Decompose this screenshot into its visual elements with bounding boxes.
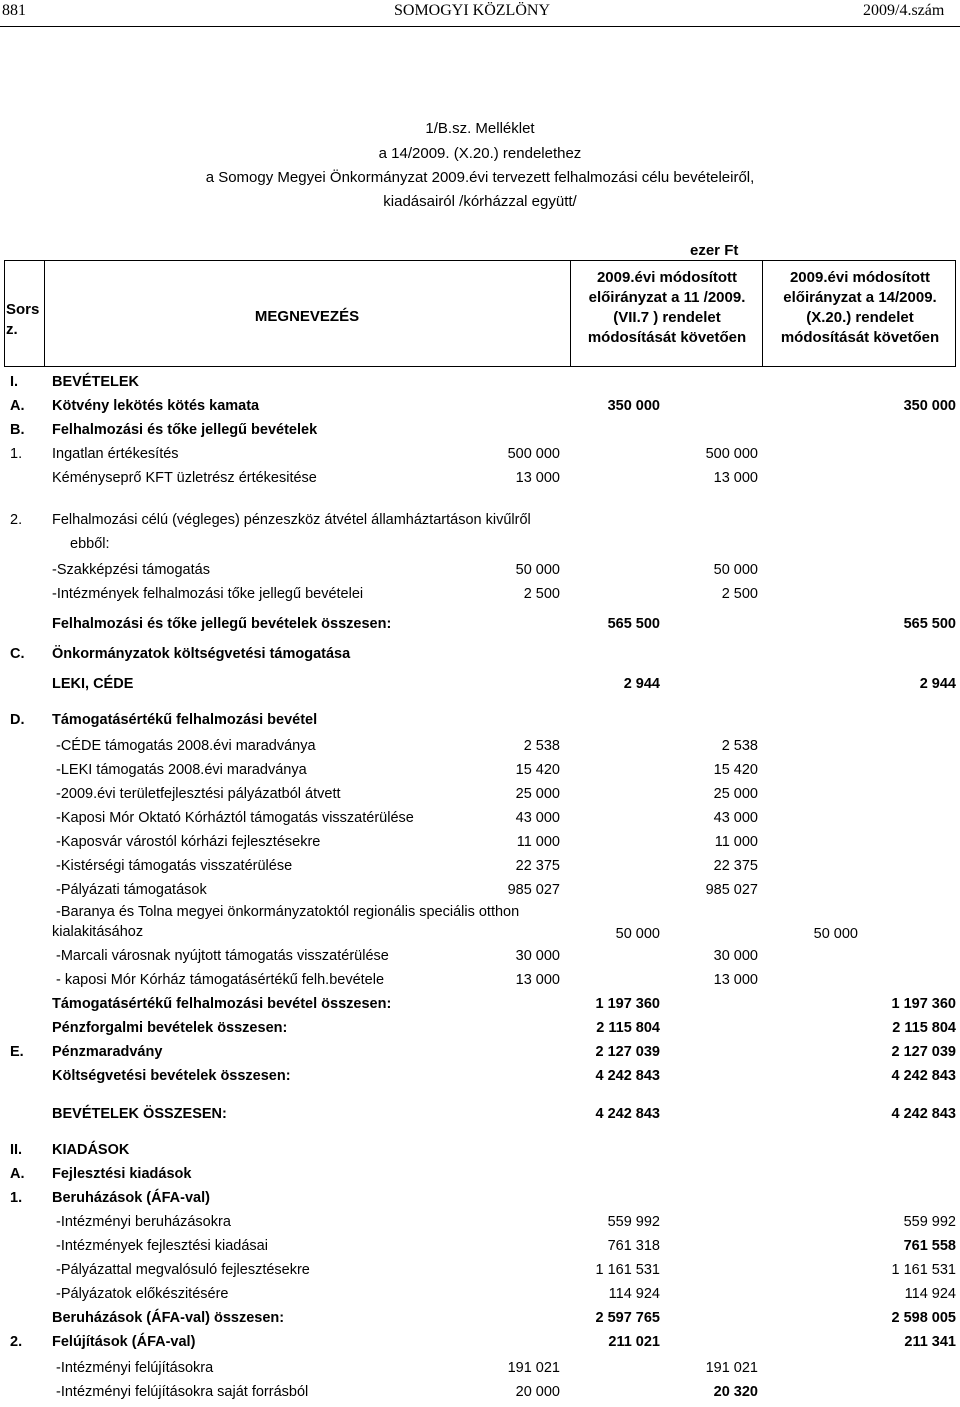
row-value-prev: 2 115 804 <box>596 1020 660 1036</box>
page-number: 881 <box>2 2 26 19</box>
row-label: Felhalmozási célú (végleges) pénzeszköz átvétel államháztartáson kivűlről <box>52 512 531 528</box>
row-value-prev: 114 924 <box>608 1286 660 1302</box>
col-divider <box>570 260 571 367</box>
row-label: Felhalmozási és tőke jellegű bevételek összesen: <box>52 616 392 632</box>
row-value-current: 2 944 <box>919 676 956 692</box>
row-label: Kötvény lekötés kötés kamata <box>52 398 260 414</box>
row-label: -LEKI támogatás 2008.évi maradványa <box>56 762 307 778</box>
row-value-prev: 20 000 <box>515 1384 560 1400</box>
row-value-current: 191 021 <box>705 1360 758 1376</box>
row-label: BEVÉTELEK <box>52 374 140 390</box>
row-label: -Baranya és Tolna megyei önkormányzatoktól regionális speciális otthon <box>56 904 520 920</box>
table-row <box>0 1214 960 1236</box>
col-header-prev-line: 2009.évi módosított <box>596 269 738 286</box>
row-label: -Intézmények felhalmozási tőke jellegű bevételei <box>52 586 364 602</box>
row-value-prev: 2 538 <box>523 738 560 754</box>
row-value-prev: 15 420 <box>515 762 560 778</box>
row-label: -Pályázattal megvalósuló fejlesztésekre <box>56 1262 310 1278</box>
row-value-current: 22 375 <box>713 858 758 874</box>
publication-name: SOMOGYI KÖZLÖNY <box>394 2 550 19</box>
row-value-prev: 50 000 <box>515 562 560 578</box>
col-header-sorsz-line: z. <box>6 321 18 338</box>
table-row <box>0 738 960 760</box>
row-label: -CÉDE támogatás 2008.évi maradványa <box>56 738 316 754</box>
row-value-prev: 43 000 <box>515 810 560 826</box>
row-value-current: 565 500 <box>903 616 956 632</box>
row-label: Felhalmozási és tőke jellegű bevételek <box>52 422 318 438</box>
table-row <box>0 762 960 784</box>
row-value-current: 13 000 <box>713 972 758 988</box>
row-label: Fejlesztési kiadások <box>52 1166 192 1182</box>
table-row <box>0 586 960 608</box>
table-row <box>0 512 960 534</box>
row-label: -2009.évi területfejlesztési pályázatból átvett <box>56 786 341 802</box>
row-value-prev: 2 127 039 <box>595 1044 660 1060</box>
col-header-sorsz-line: Sors <box>6 301 40 318</box>
row-label: -Intézményi beruházásokra <box>56 1214 231 1230</box>
row-label: Pénzmaradvány <box>52 1044 163 1060</box>
row-value-prev: 30 000 <box>515 948 560 964</box>
row-code: 1. <box>10 1190 23 1206</box>
table-row <box>0 1310 960 1332</box>
col-divider <box>44 260 45 367</box>
row-value-current: 25 000 <box>713 786 758 802</box>
table-row <box>0 972 960 994</box>
row-label: -Kistérségi támogatás visszatérülése <box>56 858 293 874</box>
table-row <box>0 422 960 444</box>
table-row <box>0 470 960 492</box>
row-label: -Kaposi Mór Oktató Kórháztól támogatás visszatérülése <box>56 810 414 826</box>
row-label: LEKI, CÉDE <box>52 676 134 692</box>
row-value-current: 20 320 <box>713 1384 758 1400</box>
row-code: B. <box>10 422 25 438</box>
row-value-current: 30 000 <box>713 948 758 964</box>
row-value-current: 4 242 843 <box>891 1068 956 1084</box>
row-code: 2. <box>10 1334 23 1350</box>
row-value-prev: 50 000 <box>615 926 660 942</box>
table-row <box>0 996 960 1018</box>
row-code: A. <box>10 1166 25 1182</box>
table-row <box>0 1286 960 1308</box>
table-row <box>0 1044 960 1066</box>
col-header-prev-line: előirányzat a 11 /2009. <box>588 289 746 306</box>
row-value-current: 761 558 <box>903 1238 956 1254</box>
row-label: Támogatásértékű felhalmozási bevétel <box>52 712 318 728</box>
col-header-prev-line: (VII.7 ) rendelet <box>613 309 721 326</box>
row-value-current: 15 420 <box>713 762 758 778</box>
row-value-current: 2 500 <box>721 586 758 602</box>
table-row <box>0 712 960 734</box>
row-label: -Marcali városnak nyújtott támogatás visszatérülése <box>56 948 389 964</box>
row-value-current: 2 127 039 <box>891 1044 956 1060</box>
table-top-border <box>4 260 956 261</box>
table-row <box>0 1166 960 1188</box>
table-row <box>0 858 960 880</box>
table-row <box>0 1142 960 1164</box>
table-row <box>0 536 960 558</box>
table-row <box>0 786 960 808</box>
row-label: BEVÉTELEK ÖSSZESEN: <box>52 1106 227 1122</box>
table-row <box>0 616 960 638</box>
row-code: E. <box>10 1044 24 1060</box>
table-row <box>0 676 960 698</box>
row-code: D. <box>10 712 25 728</box>
row-label: KIADÁSOK <box>52 1142 130 1158</box>
table-row <box>0 398 960 420</box>
row-code: II. <box>10 1142 23 1158</box>
document-subject: a Somogy Megyei Önkormányzat 2009.évi tervezett felhalmozási célu bevételeiről, <box>205 169 755 186</box>
row-value-current: 13 000 <box>713 470 758 486</box>
row-value-current: 1 161 531 <box>891 1262 956 1278</box>
table-row <box>0 646 960 668</box>
row-label: Pénzforgalmi bevételek összesen: <box>52 1020 288 1036</box>
row-value-prev: 2 944 <box>623 676 660 692</box>
row-value-current: 43 000 <box>713 810 758 826</box>
decree-reference: a 14/2009. (X.20.) rendelethez <box>378 145 582 162</box>
table-row <box>0 1334 960 1356</box>
row-label: ebből: <box>70 536 110 552</box>
row-code: 1. <box>10 446 23 462</box>
col-header-current <box>764 268 956 348</box>
row-value-prev: 4 242 843 <box>595 1068 660 1084</box>
row-value-current: 2 538 <box>721 738 758 754</box>
row-label: Beruházások (ÁFA-val) <box>52 1190 210 1206</box>
row-value-prev: 2 500 <box>523 586 560 602</box>
row-value-prev: 500 000 <box>507 446 560 462</box>
row-label: Kéményseprő KFT üzletrész értékesitése <box>52 470 317 486</box>
table-right-border <box>955 260 956 367</box>
row-value-prev: 11 000 <box>516 834 560 850</box>
row-value-prev: 761 318 <box>607 1238 660 1254</box>
row-value-current: 2 115 804 <box>892 1020 956 1036</box>
col-header-sorsz <box>0 300 50 340</box>
row-label: -Pályázati támogatások <box>56 882 207 898</box>
document-subject-cont: kiadásairól /kórházzal együtt/ <box>383 193 577 210</box>
col-header-name: MEGNEVEZÉS <box>254 308 360 325</box>
col-header-prev <box>572 268 762 348</box>
table-row <box>0 1384 960 1406</box>
row-value-current: 4 242 843 <box>891 1106 956 1122</box>
row-label: -Intézmények fejlesztési kiadásai <box>56 1238 268 1254</box>
table-row <box>0 948 960 970</box>
row-value-current: 114 924 <box>904 1286 956 1302</box>
row-value-current: 50 000 <box>813 926 858 942</box>
row-value-current: 50 000 <box>713 562 758 578</box>
row-value-prev: 211 021 <box>608 1334 660 1350</box>
row-code: C. <box>10 646 25 662</box>
row-code: A. <box>10 398 25 414</box>
row-value-prev: 13 000 <box>515 470 560 486</box>
row-value-prev: 25 000 <box>515 786 560 802</box>
row-value-prev: 350 000 <box>607 398 660 414</box>
row-label: Ingatlan értékesítés <box>52 446 179 462</box>
row-value-prev: 1 197 360 <box>595 996 660 1012</box>
table-header-border <box>4 366 956 367</box>
row-value-current: 350 000 <box>903 398 956 414</box>
row-label: Támogatásértékű felhalmozási bevétel összesen: <box>52 996 392 1012</box>
row-code: 2. <box>10 512 23 528</box>
row-value-prev: 4 242 843 <box>595 1106 660 1122</box>
table-row <box>0 1068 960 1090</box>
table-row <box>0 446 960 468</box>
row-label: - kaposi Mór Kórház támogatásértékű felh.bevétele <box>56 972 385 988</box>
table-row <box>0 562 960 584</box>
table-row <box>0 882 960 904</box>
table-row <box>0 810 960 832</box>
col-header-prev-line: módosítását követően <box>587 329 747 346</box>
row-value-current: 1 197 360 <box>891 996 956 1012</box>
row-label: Költségvetési bevételek összesen: <box>52 1068 291 1084</box>
row-label: -Intézményi felújításokra <box>56 1360 214 1376</box>
row-label: kialakitásához <box>52 924 144 940</box>
header-rule <box>0 26 960 27</box>
row-label: -Pályázatok előkészitésére <box>56 1286 229 1302</box>
table-row <box>0 834 960 856</box>
row-value-prev: 2 597 765 <box>595 1310 660 1326</box>
col-header-current-line: előirányzat a 14/2009. <box>783 289 937 306</box>
running-header <box>0 0 960 26</box>
row-value-prev: 191 021 <box>507 1360 560 1376</box>
unit-label: ezer Ft <box>690 242 739 259</box>
table-left-border <box>4 260 5 367</box>
row-value-current: 11 000 <box>714 834 758 850</box>
table-row <box>0 1360 960 1382</box>
table-row <box>0 1190 960 1212</box>
row-value-current: 211 341 <box>904 1334 956 1350</box>
table-row <box>0 1106 960 1128</box>
row-value-current: 500 000 <box>705 446 758 462</box>
col-header-current-line: (X.20.) rendelet <box>806 309 914 326</box>
issue-number: 2009/4.szám <box>863 2 945 19</box>
row-label: -Szakképzési támogatás <box>52 562 210 578</box>
row-value-prev: 1 161 531 <box>595 1262 660 1278</box>
row-value-current: 559 992 <box>903 1214 956 1230</box>
row-value-prev: 565 500 <box>607 616 660 632</box>
row-value-prev: 985 027 <box>507 882 560 898</box>
row-value-prev: 13 000 <box>515 972 560 988</box>
annex-title: 1/B.sz. Melléklet <box>425 120 535 137</box>
row-label: -Kaposvár várostól kórházi fejlesztésekre <box>56 834 321 850</box>
col-header-current-line: módosítását követően <box>780 329 940 346</box>
table-row <box>0 1262 960 1284</box>
table-row <box>0 374 960 396</box>
row-label: Beruházások (ÁFA-val) összesen: <box>52 1310 285 1326</box>
table-row <box>0 1020 960 1042</box>
row-value-prev: 22 375 <box>515 858 560 874</box>
row-value-current: 2 598 005 <box>891 1310 956 1326</box>
row-label: Felújítások (ÁFA-val) <box>52 1334 196 1350</box>
row-label: -Intézményi felújításokra saját forrásból <box>56 1384 309 1400</box>
row-label: Önkormányzatok költségvetési támogatása <box>52 646 351 662</box>
row-value-current: 985 027 <box>705 882 758 898</box>
table-row <box>0 1238 960 1260</box>
col-divider <box>762 260 763 367</box>
row-value-prev: 559 992 <box>607 1214 660 1230</box>
row-code: I. <box>10 374 19 390</box>
col-header-current-line: 2009.évi módosított <box>789 269 931 286</box>
